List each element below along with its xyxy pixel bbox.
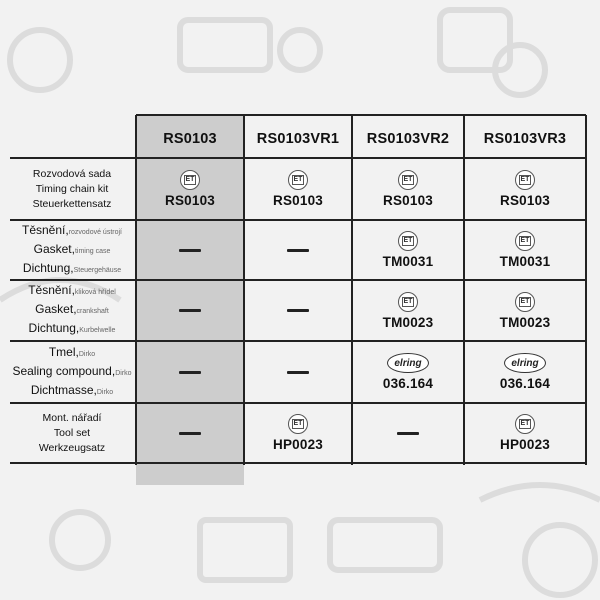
- table-cell: [136, 280, 244, 341]
- table-cell: [352, 220, 464, 280]
- label-main: Gasket,: [35, 302, 77, 316]
- table-cell: [464, 341, 586, 403]
- table-cell: [136, 341, 244, 403]
- column-header: RS0103VR3: [483, 131, 567, 147]
- label-main: Dichtung,: [22, 260, 74, 275]
- label-main: Rozvodová sada: [32, 167, 112, 180]
- et-logo-icon: [288, 414, 308, 434]
- row-label-line: [12, 363, 131, 382]
- et-logo-text: ET: [403, 176, 413, 183]
- et-logo-text: ET: [293, 420, 303, 427]
- et-logo-text: ET: [403, 237, 413, 244]
- label-main: Tool set: [53, 426, 91, 439]
- et-logo-text: ET: [520, 237, 530, 244]
- label-main: Steuerkettensatz: [32, 197, 112, 210]
- label-sub: timing case: [74, 247, 111, 255]
- row-label-line: [43, 411, 102, 426]
- table-cell: [352, 403, 464, 463]
- row-label-line: [23, 260, 121, 279]
- empty-dash: [179, 371, 201, 374]
- table-cell: [136, 220, 244, 280]
- column-header: RS0103VR2: [366, 131, 450, 147]
- et-logo-text: ET: [520, 176, 530, 183]
- et-logo-icon: [398, 292, 418, 312]
- label-main: Werkzeugsatz: [38, 441, 106, 454]
- table-cell: [352, 158, 464, 220]
- row-label-line: [22, 222, 122, 241]
- label-main: Sealing compound,: [12, 363, 116, 378]
- row-label-line: [33, 167, 111, 182]
- part-number: RS0103: [383, 193, 433, 208]
- elring-logo-icon: [387, 353, 429, 373]
- table-cell: [352, 280, 464, 341]
- column-header: RS0103VR1: [256, 131, 340, 147]
- et-logo-icon: [288, 170, 308, 190]
- label-main: Těsnění,: [28, 283, 75, 297]
- et-logo-text: ET: [403, 297, 413, 305]
- label-sub: rozvodové ústrojí: [68, 228, 122, 236]
- row-label-line: [34, 241, 111, 260]
- et-logo-text: ET: [185, 176, 195, 183]
- row-label-line: [29, 320, 116, 339]
- part-number: TM0023: [382, 314, 434, 330]
- et-logo-text: ET: [520, 297, 530, 305]
- column-header: RS0103: [163, 131, 217, 147]
- empty-dash: [287, 309, 309, 312]
- et-logo-text: ET: [293, 176, 303, 183]
- label-main: Timing chain kit: [35, 182, 109, 195]
- table-cell: [244, 403, 352, 463]
- label-main: Gasket,: [33, 241, 75, 256]
- part-number: RS0103: [273, 193, 323, 208]
- label-sub: Dirko: [96, 388, 114, 396]
- part-number: 036.164: [382, 376, 434, 391]
- empty-dash: [397, 432, 419, 435]
- label-main: Tmel,: [48, 344, 79, 359]
- empty-dash: [287, 371, 309, 374]
- label-main: Těsnění,: [21, 222, 69, 237]
- table-cell: [244, 341, 352, 403]
- row-label-line: [31, 382, 113, 401]
- empty-dash: [179, 309, 201, 312]
- et-logo-icon: [398, 170, 418, 190]
- row-label-line: [28, 282, 116, 301]
- label-sub: Steuergehäuse: [73, 266, 122, 274]
- label-sub: Kurbelwelle: [79, 327, 116, 334]
- table-cell: [136, 403, 244, 463]
- row-label: [10, 341, 134, 403]
- table-cell: [244, 280, 352, 341]
- table-cell: [464, 280, 586, 341]
- empty-dash: [179, 249, 201, 252]
- row-label: [10, 403, 134, 463]
- row-label-line: [35, 301, 109, 320]
- et-logo-icon: [515, 231, 535, 251]
- table-cell: [244, 220, 352, 280]
- label-main: Dichtmasse,: [30, 382, 97, 397]
- row-label-line: [33, 197, 112, 212]
- elring-logo-text: elring: [394, 357, 422, 369]
- table-cell: [244, 158, 352, 220]
- table-cell: [464, 158, 586, 220]
- part-number: RS0103: [165, 193, 215, 208]
- et-logo-text: ET: [520, 420, 530, 427]
- table-cell: [464, 220, 586, 280]
- part-number: TM0031: [382, 254, 434, 269]
- elring-logo-text: elring: [511, 357, 539, 369]
- et-logo-icon: [180, 170, 200, 190]
- row-label: [10, 280, 134, 341]
- row-label: [10, 158, 134, 220]
- label-sub: Dirko: [115, 369, 132, 377]
- row-label-line: [36, 182, 109, 197]
- label-sub: kliková hřídel: [74, 289, 116, 296]
- label-main: Mont. nářadí: [42, 411, 102, 424]
- label-sub: crankshaft: [76, 308, 109, 315]
- et-logo-icon: [398, 231, 418, 251]
- et-logo-icon: [515, 414, 535, 434]
- label-sub: Dirko: [78, 350, 96, 358]
- et-logo-icon: [515, 292, 535, 312]
- part-number: TM0023: [499, 314, 551, 330]
- empty-dash: [287, 249, 309, 252]
- part-number: HP0023: [500, 437, 550, 452]
- row-label-line: [39, 441, 105, 456]
- et-logo-icon: [515, 170, 535, 190]
- table-cell: [352, 341, 464, 403]
- elring-logo-icon: [504, 353, 546, 373]
- label-main: Dichtung,: [28, 321, 80, 335]
- part-number: 036.164: [499, 376, 551, 391]
- row-label: [10, 220, 134, 280]
- part-number: RS0103: [500, 193, 550, 208]
- empty-dash: [179, 432, 201, 435]
- table-cell: [136, 158, 244, 220]
- part-number: HP0023: [273, 437, 323, 452]
- row-label-line: [54, 426, 90, 441]
- row-divider: [136, 114, 586, 116]
- part-number: TM0031: [499, 254, 551, 269]
- row-label-line: [49, 344, 95, 363]
- table-cell: [464, 403, 586, 463]
